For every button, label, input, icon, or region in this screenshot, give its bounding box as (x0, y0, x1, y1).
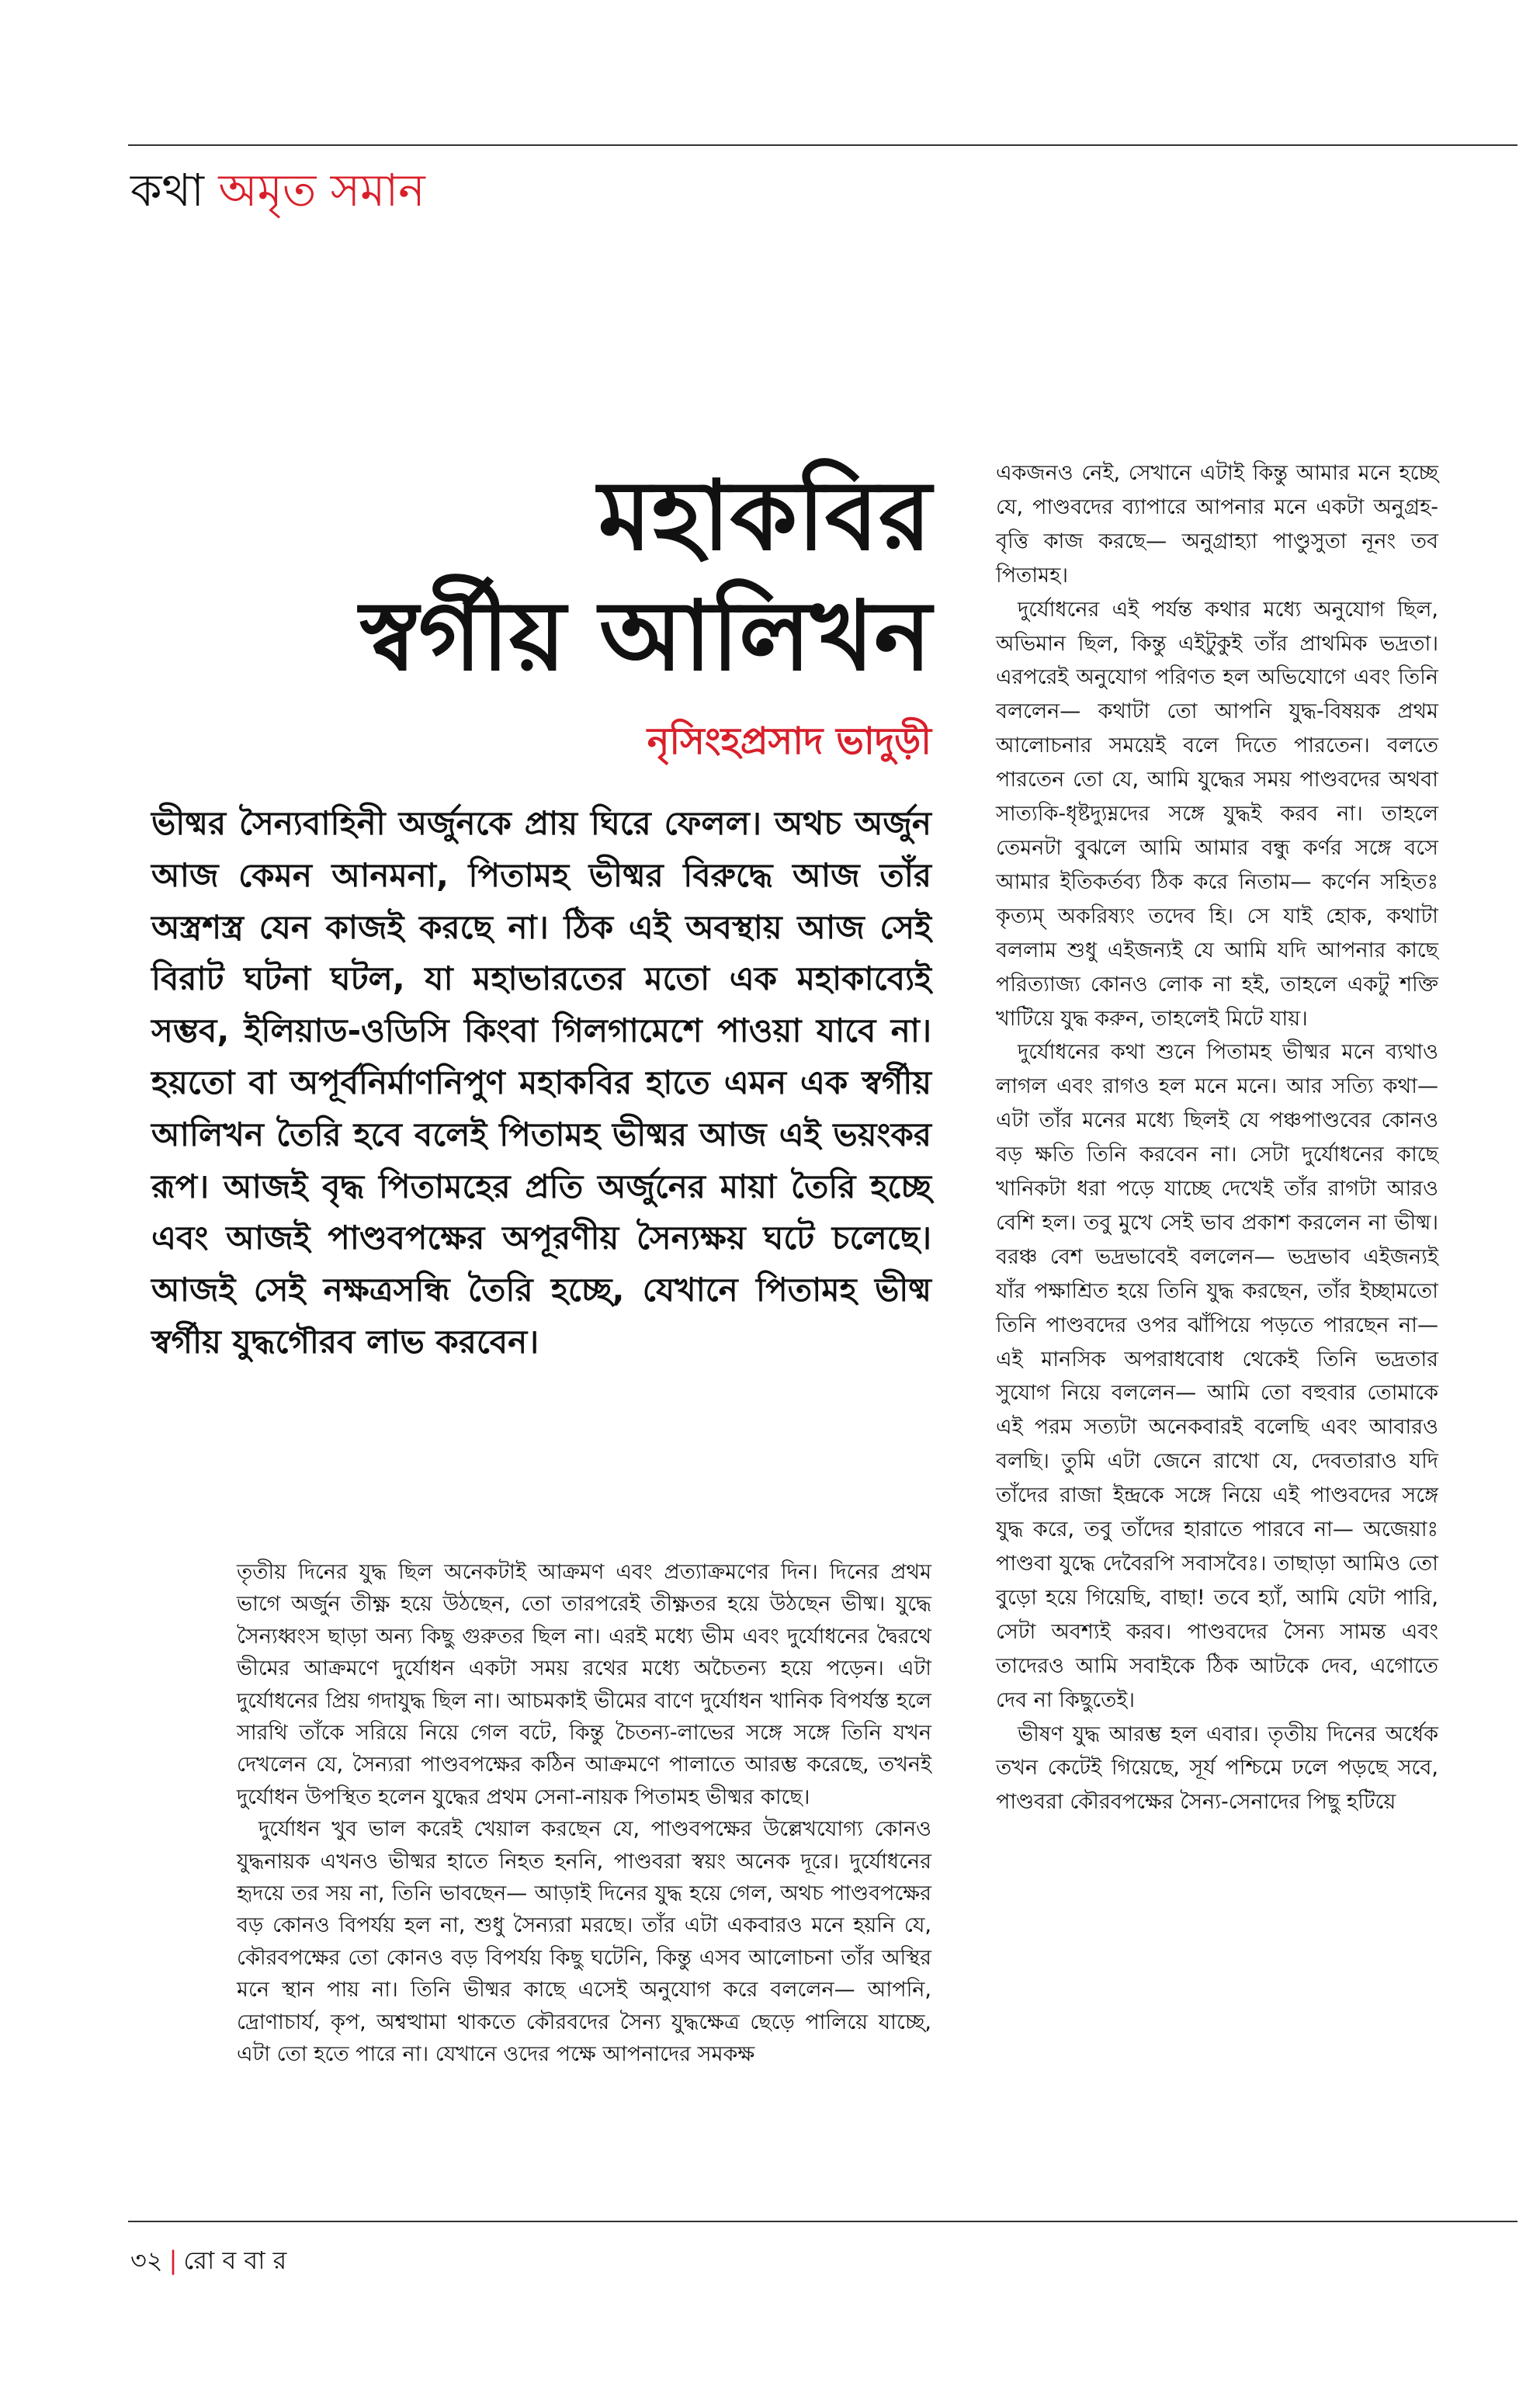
body-column-right (996, 456, 1438, 1819)
section-label (130, 159, 425, 221)
author-byline: নৃসিংহপ্রসাদ ভাদুড়ী (647, 720, 931, 763)
body-paragraph: একজনও নেই, সেখানে এটাই কিন্তু আমার মনে হচ্ছে যে, পাণ্ডবদের ব্যাপারে আপনার মনে একটা অনুগ্রহ-বৃত্তি কাজ করছে— অনুগ্রাহ্যা পাণ্ডুসুতা নূনং তব পিতামহ। (996, 461, 1438, 588)
article-intro: ভীষ্মর সৈন্যবাহিনী অর্জুনকে প্রায় ঘিরে ফেলল। অথচ অর্জুন আজ কেমন আনমনা, পিতামহ ভীষ্মর বিরুদ্ধে আজ তাঁর অস্ত্রশস্ত্র যেন কাজই করছে না। ঠিক এই অবস্থায় আজ সেই বিরাট ঘটনা ঘটল, যা মহাভারতের মতো এক মহাকাব্যেই সম্ভব, ইলিয়াড-ওডিসি কিংবা গিলগামেশে পাওয়া যাবে না। হয়তো বা অপূর্বনির্মাণনিপুণ মহাকবির হাতে এমন এক স্বর্গীয় আলিখন তৈরি হবে বলেই পিতামহ ভীষ্মর আজ এই ভয়ংকর রূপ। আজই বৃদ্ধ পিতামহের প্রতি অর্জুনের মায়া তৈরি হচ্ছে এবং আজই পাণ্ডবপক্ষের অপূরণীয় সৈন্যক্ষয় ঘটে চলেছে। আজই সেই নক্ষত্রসন্ধি তৈরি হচ্ছে, যেখানে পিতামহ ভীষ্ম স্বর্গীয় যুদ্ধগৌরব লাভ করবেন। (151, 804, 931, 1361)
article-title-line-1: মহাকবির (598, 460, 931, 572)
footer-separator: | (168, 2246, 178, 2275)
body-column-left (237, 1556, 931, 2071)
body-paragraph: তৃতীয় দিনের যুদ্ধ ছিল অনেকটাই আক্রমণ এবং প্রত্যাক্রমণের দিন। দিনের প্রথম ভাগে অর্জুন তীক্ষ্ণ হয়ে উঠছেন, তো তারপরেই তীক্ষ্ণতর হয়ে উঠছেন ভীষ্ম। যুদ্ধে সৈন্যধ্বংস ছাড়া অন্য কিছু গুরুতর ছিল না। এরই মধ্যে ভীম এবং দুর্যোধনের দ্বৈরথে ভীমের আক্রমণে দুর্যোধন একটা সময় রথের মধ্যে অচৈতন্য হয়ে পড়েন। এটা দুর্যোধনের প্রিয় গদাযুদ্ধ ছিল না। আচমকাই ভীমের বাণে দুর্যোধন খানিক বিপর্যস্ত হলে সারথি তাঁকে সরিয়ে নিয়ে গেল বটে, কিন্তু চৈতন্য-লাভের সঙ্গে সঙ্গে তিনি যখন দেখলেন যে, সৈন্যরা পাণ্ডবপক্ষের কঠিন আক্রমণে পালাতে আরম্ভ করেছে, তখনই দুর্যোধন উপস্থিত হলেন যুদ্ধের প্রথম সেনা-নায়ক পিতামহ ভীষ্মর কাছে। (237, 1560, 931, 1809)
page-footer (130, 2242, 286, 2279)
header-rule (128, 144, 1517, 146)
footer-rule (128, 2221, 1517, 2222)
section-label-part2: অমৃত সমান (218, 164, 425, 217)
page-number: ৩২ (130, 2246, 163, 2275)
section-label-part1: কথা (130, 164, 204, 217)
article-title-line-2: স্বর্গীয় আলিখন (359, 580, 931, 692)
body-paragraph: দুর্যোধন খুব ভাল করেই খেয়াল করছেন যে, পাণ্ডবপক্ষের উল্লেখযোগ্য কোনও যুদ্ধনায়ক এখনও ভীষ্মর হাতে নিহত হননি, পাণ্ডবরা স্বয়ং অনেক দূরে। দুর্যোধনের হৃদয়ে তর সয় না, তিনি ভাবছেন— আড়াই দিনের যুদ্ধ হয়ে গেল, অথচ পাণ্ডবপক্ষের বড় কোনও বিপর্যয় হল না, শুধু সৈন্যরা মরছে। তাঁর এটা একবারও মনে হয়নি যে, কৌরবপক্ষের তো কোনও বড় বিপর্যয় কিছু ঘটেনি, কিন্তু এসব আলোচনা তাঁর অস্থির মনে স্থান পায় না। তিনি ভীষ্মর কাছে এসেই অনুযোগ করে বললেন— আপনি, দ্রোণাচার্য, কৃপ, অশ্বত্থামা থাকতে কৌরবদের সৈন্য যুদ্ধক্ষেত্র ছেড়ে পালিয়ে যাচ্ছে, এটা তো হতে পারে না। যেখানে ওদের পক্ষে আপনাদের সমকক্ষ (237, 1817, 931, 2067)
body-paragraph: দুর্যোধনের এই পর্যন্ত কথার মধ্যে অনুযোগ ছিল, অভিমান ছিল, কিন্তু এইটুকুই তাঁর প্রাথমিক ভদ্রতা। এরপরেই অনুযোগ পরিণত হল অভিযোগে এবং তিনি বললেন— কথাটা তো আপনি যুদ্ধ-বিষয়ক প্রথম আলোচনার সময়েই বলে দিতে পারতেন। বলতে পারতেন তো যে, আমি যুদ্ধের সময় পাণ্ডবদের অথবা সাত্যকি-ধৃষ্টদ্যুম্নদের সঙ্গে যুদ্ধই করব না। তাহলে তেমনটা বুঝলে আমি আমার বন্ধু কর্ণর সঙ্গে বসে আমার ইতিকর্তব্য ঠিক করে নিতাম— কর্ণেন সহিতঃ কৃত্যম্ অকরিষ্যং তদেব হি। সে যাই হোক, কথাটা বললাম শুধু এইজন্যই যে আমি যদি আপনার কাছে পরিত্যাজ্য কোনও লোক না হই, তাহলে একটু শক্তি খাটিয়ে যুদ্ধ করুন, তাহলেই মিটে যায়। (996, 597, 1438, 1031)
body-paragraph: ভীষণ যুদ্ধ আরম্ভ হল এবার। তৃতীয় দিনের অর্ধেক তখন কেটেই গিয়েছে, সূর্য পশ্চিমে ঢলে পড়ছে সবে, পাণ্ডবরা কৌরবপক্ষের সৈন্য-সেনাদের পিছু হটিয়ে (996, 1722, 1438, 1815)
body-paragraph: দুর্যোধনের কথা শুনে পিতামহ ভীষ্মর মনে ব্যথাও লাগল এবং রাগও হল মনে মনে। আর সত্যি কথা— এটা তাঁর মনের মধ্যে ছিলই যে পঞ্চপাণ্ডবের কোনও বড় ক্ষতি তিনি করবেন না। সেটা দুর্যোধনের কাছে খানিকটা ধরা পড়ে যাচ্ছে দেখেই তাঁর রাগটা আরও বেশি হল। তবু মুখে সেই ভাব প্রকাশ করলেন না ভীষ্ম। বরঞ্চ বেশ ভদ্রভাবেই বললেন— ভদ্রভাব এইজন্যই যাঁর পক্ষাশ্রিত হয়ে তিনি যুদ্ধ করছেন, তাঁর ইচ্ছামতো তিনি পাণ্ডবদের ওপর ঝাঁপিয়ে পড়তে পারছেন না— এই মানসিক অপরাধবোধ থেকেই তিনি ভদ্রতার সুযোগ নিয়ে বললেন— আমি তো বহুবার তোমাকে এই পরম সত্যটা অনেকবারই বলেছি এবং আবারও বলছি। তুমি এটা জেনে রাখো যে, দেবতারাও যদি তাঁদের রাজা ইন্দ্রকে সঙ্গে নিয়ে এই পাণ্ডবদের সঙ্গে যুদ্ধ করে, তবু তাঁদের হারাতে পারবে না— অজেয়াঃ পাণ্ডবা যুদ্ধে দেবৈরপি সবাসবৈঃ। তাছাড়া আমিও তো বুড়ো হয়ে গিয়েছি, বাছা! তবে হ্যাঁ, আমি যেটা পারি, সেটা অবশ্যই করব। পাণ্ডবদের সৈন্য সামন্ত এবং তাদেরও আমি সবাইকে ঠিক আটকে দেব, এগোতে দেব না কিছুতেই। (996, 1040, 1438, 1712)
magazine-name: রো ব বা র (183, 2246, 287, 2275)
